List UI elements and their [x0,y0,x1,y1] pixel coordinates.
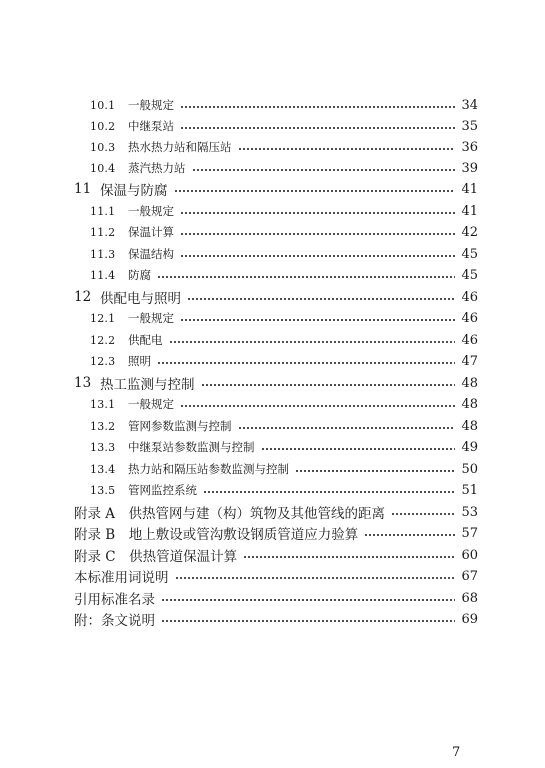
toc-entry-title: 供配电 [128,333,163,347]
toc-entry-page: 46 [461,289,478,305]
toc-entry-title: 中继泵站参数监测与控制 [128,440,255,454]
toc-entry-number: 10.3 [90,140,116,154]
toc-entry-page: 46 [461,332,478,348]
toc-chapter [74,287,478,307]
toc-entry [90,394,478,414]
dot-leader [187,298,455,300]
dot-leader [295,470,455,472]
toc-entry-page: 67 [461,568,478,584]
toc-entry-page: 45 [461,267,478,283]
toc-entry-number: 12.3 [90,354,116,368]
dot-leader [180,405,455,407]
dot-leader [203,491,455,493]
toc-entry-title: 附录 A 供热管网与建（构）筑物及其他管线的距离 [74,506,386,522]
dot-leader [192,169,456,171]
dot-leader [161,620,455,622]
toc-entry [90,222,478,242]
dot-leader [238,148,456,150]
toc-chapter [74,373,478,393]
toc-entry [90,116,478,136]
toc-entry-page: 57 [461,525,478,541]
toc-entry [90,137,478,157]
toc-entry-title: 保温结构 [128,247,174,261]
toc-entry [90,351,478,371]
dot-leader [201,384,456,386]
toc-entry-number: 10.1 [90,98,116,112]
dot-leader [175,577,456,579]
toc-entry-number: 12.1 [90,311,116,325]
dot-leader [180,233,455,235]
dot-leader [364,534,455,536]
toc-entry-title: 管网监控系统 [128,483,197,497]
toc-entry-title: 供配电与照明 [100,291,181,307]
toc-entry-page: 46 [461,310,478,326]
toc-entry-page: 48 [461,418,478,434]
toc-entry-title: 热力站和隔压站参数监测与控制 [128,462,289,476]
toc-entry-page: 69 [461,611,478,627]
toc-entry [90,244,478,264]
toc-entry [90,480,478,500]
toc-entry-title: 附录 B 地上敷设或管沟敷设钢质管道应力验算 [74,527,359,543]
toc-entry [90,459,478,479]
dot-leader [161,599,455,601]
toc-entry-page: 41 [461,203,478,219]
dot-leader [238,427,456,429]
toc-entry-number: 12 [74,289,92,305]
toc-entry-page: 50 [461,461,478,477]
toc-entry-title: 热工监测与控制 [100,377,195,393]
toc-entry-number: 11.2 [90,225,116,239]
toc-entry-title: 中继泵站 [128,119,174,133]
toc-appendix [74,502,478,522]
toc-entry-number: 13 [74,375,92,391]
toc-entry-title: 热水热力站和隔压站 [128,140,232,154]
toc-entry-number: 13.5 [90,483,116,497]
toc-entry-title: 一般规定 [128,98,174,112]
dot-leader [243,556,455,558]
dot-leader [391,513,455,515]
toc-entry-page: 41 [461,181,478,197]
toc-entry-number: 13.3 [90,440,116,454]
toc-entry-page: 42 [461,224,478,240]
toc-entry-title: 保温计算 [128,225,174,239]
toc-entry-number: 13.2 [90,419,116,433]
page-number: 7 [452,745,461,760]
toc-entry-page: 34 [461,97,478,113]
toc-entry-number: 11.1 [90,204,116,218]
toc-entry [90,95,478,115]
toc-entry-title: 一般规定 [128,397,174,411]
toc-entry [90,158,478,178]
toc-entry-number: 10.2 [90,119,116,133]
toc-entry-page: 36 [461,139,478,155]
toc-entry [90,265,478,285]
toc-entry [90,437,478,457]
toc-appendix [74,609,478,629]
toc-entry-page: 68 [461,590,478,606]
dot-leader [157,362,455,364]
toc-entry-page: 53 [461,504,478,520]
toc-entry-title: 本标准用词说明 [74,570,169,586]
toc-entry-title: 照明 [128,354,151,368]
dot-leader [174,190,456,192]
toc-entry-title: 引用标准名录 [74,592,155,608]
dot-leader [261,448,456,450]
toc-entry-title: 一般规定 [128,311,174,325]
toc-appendix [74,588,478,608]
dot-leader [180,212,455,214]
toc-entry [90,201,478,221]
toc-entry-page: 48 [461,375,478,391]
dot-leader [157,276,455,278]
toc-entry-title: 附：条文说明 [74,613,155,629]
dot-leader [169,341,456,343]
toc-entry-page: 45 [461,246,478,262]
toc-entry-title: 蒸汽热力站 [128,161,186,175]
toc-entry-title: 保温与防腐 [100,183,168,199]
toc-entry-number: 11.4 [90,268,116,282]
toc-entry-page: 35 [461,118,478,134]
dot-leader [180,106,455,108]
toc-entry-number: 11.3 [90,247,116,261]
toc-entry-page: 48 [461,396,478,412]
dot-leader [180,319,455,321]
toc-entry [90,416,478,436]
toc-appendix [74,545,478,565]
toc-entry-number: 11 [74,181,92,197]
toc-chapter [74,179,478,199]
toc-entry-title: 管网参数监测与控制 [128,419,232,433]
toc-entry-number: 13.4 [90,462,116,476]
toc-entry-title: 附录 C 供热管道保温计算 [74,549,238,565]
toc-appendix [74,566,478,586]
toc-entry-number: 10.4 [90,161,116,175]
toc-entry [90,330,478,350]
toc-entry-page: 51 [461,482,478,498]
toc-entry-title: 防腐 [128,268,151,282]
toc-entry-number: 13.1 [90,397,116,411]
toc-entry-number: 12.2 [90,333,116,347]
toc-appendix [74,523,478,543]
toc-entry [90,308,478,328]
toc-entry-page: 47 [461,353,478,369]
dot-leader [180,255,455,257]
toc-entry-page: 60 [461,547,478,563]
toc-entry-page: 39 [461,160,478,176]
toc-entry-title: 一般规定 [128,204,174,218]
dot-leader [180,127,455,129]
toc-entry-page: 49 [461,439,478,455]
